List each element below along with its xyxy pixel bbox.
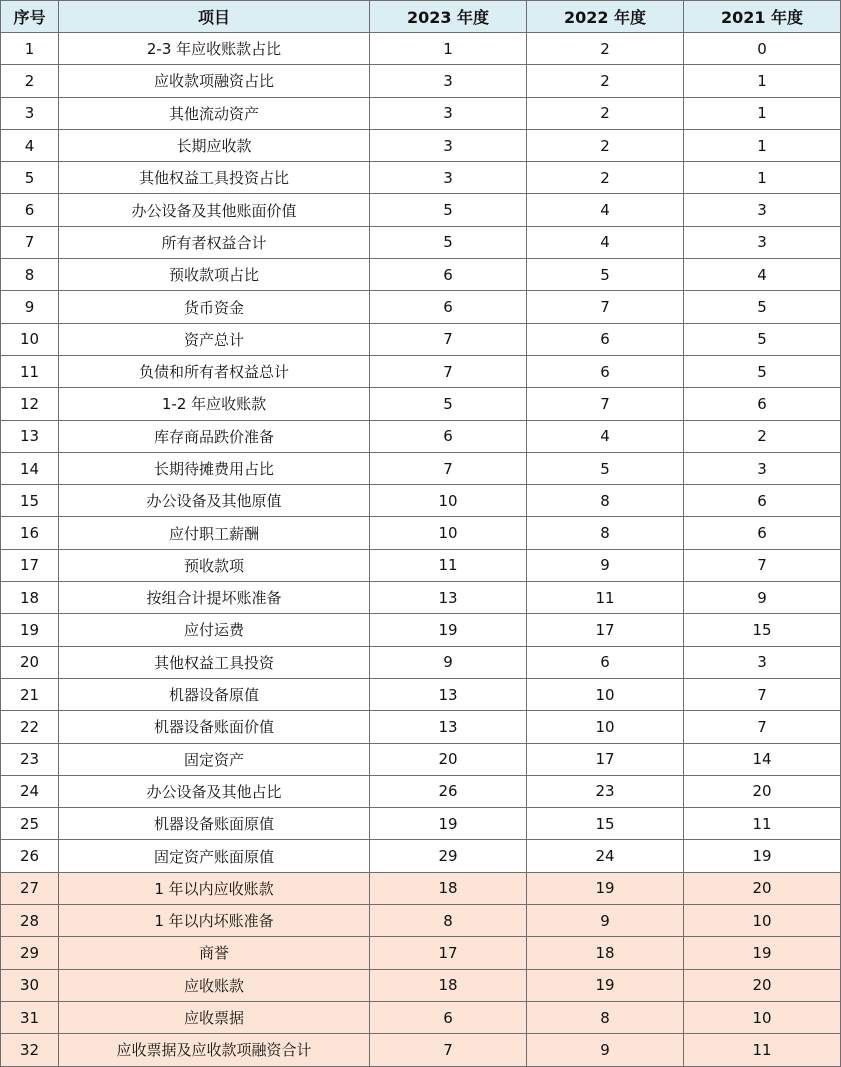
cell-item: 货币资金 [59, 291, 370, 323]
cell-item: 机器设备账面价值 [59, 711, 370, 743]
cell-item: 应收票据 [59, 1001, 370, 1033]
cell-item: 预收款项 [59, 549, 370, 581]
cell-index: 4 [1, 129, 59, 161]
table-row [1, 1001, 841, 1033]
cell-item: 1-2 年应收账款 [59, 388, 370, 420]
cell-index: 32 [1, 1034, 59, 1066]
cell-2023: 5 [370, 194, 527, 226]
cell-2023: 3 [370, 129, 527, 161]
cell-2022: 7 [527, 291, 684, 323]
cell-2021: 14 [684, 743, 841, 775]
cell-2023: 13 [370, 711, 527, 743]
cell-item: 按组合计提坏账准备 [59, 582, 370, 614]
cell-2023: 19 [370, 614, 527, 646]
cell-index: 14 [1, 452, 59, 484]
cell-2023: 9 [370, 646, 527, 678]
cell-2021: 4 [684, 259, 841, 291]
cell-index: 2 [1, 65, 59, 97]
cell-2021: 6 [684, 485, 841, 517]
cell-item: 固定资产账面原值 [59, 840, 370, 872]
cell-item: 资产总计 [59, 323, 370, 355]
table-row [1, 678, 841, 710]
table-row [1, 872, 841, 904]
cell-2023: 13 [370, 582, 527, 614]
header-2023: 2023 年度 [370, 1, 527, 33]
cell-2021: 7 [684, 678, 841, 710]
cell-2022: 17 [527, 614, 684, 646]
cell-index: 20 [1, 646, 59, 678]
cell-index: 28 [1, 905, 59, 937]
cell-item: 机器设备账面原值 [59, 808, 370, 840]
cell-item: 办公设备及其他占比 [59, 775, 370, 807]
cell-2023: 6 [370, 291, 527, 323]
cell-2023: 10 [370, 485, 527, 517]
header-index: 序号 [1, 1, 59, 33]
cell-index: 12 [1, 388, 59, 420]
cell-2023: 5 [370, 388, 527, 420]
cell-index: 22 [1, 711, 59, 743]
table-row [1, 937, 841, 969]
cell-item: 应收款项融资占比 [59, 65, 370, 97]
cell-index: 19 [1, 614, 59, 646]
cell-2022: 4 [527, 420, 684, 452]
cell-2022: 10 [527, 678, 684, 710]
cell-2022: 2 [527, 162, 684, 194]
table-row [1, 582, 841, 614]
cell-2022: 19 [527, 872, 684, 904]
cell-2023: 10 [370, 517, 527, 549]
cell-2021: 10 [684, 1001, 841, 1033]
cell-2023: 17 [370, 937, 527, 969]
cell-2023: 6 [370, 259, 527, 291]
cell-item: 长期待摊费用占比 [59, 452, 370, 484]
cell-item: 应付运费 [59, 614, 370, 646]
cell-index: 10 [1, 323, 59, 355]
table-row [1, 355, 841, 387]
cell-index: 5 [1, 162, 59, 194]
cell-2023: 18 [370, 872, 527, 904]
cell-2023: 7 [370, 355, 527, 387]
cell-2021: 20 [684, 872, 841, 904]
cell-2022: 17 [527, 743, 684, 775]
table-body [1, 33, 841, 1067]
cell-item: 预收款项占比 [59, 259, 370, 291]
cell-2023: 6 [370, 1001, 527, 1033]
table-row [1, 808, 841, 840]
cell-2021: 7 [684, 549, 841, 581]
table-row [1, 452, 841, 484]
cell-2021: 7 [684, 711, 841, 743]
cell-2021: 0 [684, 33, 841, 65]
table-row [1, 905, 841, 937]
cell-index: 21 [1, 678, 59, 710]
cell-2022: 24 [527, 840, 684, 872]
header-row [1, 1, 841, 33]
table-row [1, 291, 841, 323]
cell-item: 1 年以内应收账款 [59, 872, 370, 904]
table-row [1, 614, 841, 646]
cell-index: 3 [1, 97, 59, 129]
table-row [1, 33, 841, 65]
cell-2023: 8 [370, 905, 527, 937]
cell-2023: 18 [370, 969, 527, 1001]
cell-item: 其他权益工具投资占比 [59, 162, 370, 194]
cell-item: 办公设备及其他账面价值 [59, 194, 370, 226]
cell-2023: 3 [370, 97, 527, 129]
cell-index: 18 [1, 582, 59, 614]
table-row [1, 420, 841, 452]
cell-item: 其他流动资产 [59, 97, 370, 129]
cell-item: 应付职工薪酬 [59, 517, 370, 549]
cell-2021: 6 [684, 388, 841, 420]
cell-2022: 19 [527, 969, 684, 1001]
cell-2022: 6 [527, 646, 684, 678]
cell-2023: 3 [370, 65, 527, 97]
cell-item: 办公设备及其他原值 [59, 485, 370, 517]
cell-index: 27 [1, 872, 59, 904]
cell-2023: 13 [370, 678, 527, 710]
cell-2021: 3 [684, 452, 841, 484]
table-row [1, 711, 841, 743]
cell-2021: 19 [684, 937, 841, 969]
cell-item: 机器设备原值 [59, 678, 370, 710]
cell-index: 30 [1, 969, 59, 1001]
cell-2021: 10 [684, 905, 841, 937]
cell-2023: 11 [370, 549, 527, 581]
cell-item: 应收票据及应收款项融资合计 [59, 1034, 370, 1066]
cell-2022: 8 [527, 485, 684, 517]
cell-2022: 11 [527, 582, 684, 614]
table-row [1, 259, 841, 291]
cell-item: 其他权益工具投资 [59, 646, 370, 678]
cell-index: 13 [1, 420, 59, 452]
cell-index: 24 [1, 775, 59, 807]
cell-index: 31 [1, 1001, 59, 1033]
cell-2021: 19 [684, 840, 841, 872]
cell-2021: 9 [684, 582, 841, 614]
cell-2022: 2 [527, 65, 684, 97]
table-row [1, 840, 841, 872]
cell-index: 9 [1, 291, 59, 323]
cell-item: 库存商品跌价准备 [59, 420, 370, 452]
header-item: 项目 [59, 1, 370, 33]
cell-2023: 20 [370, 743, 527, 775]
cell-2021: 5 [684, 355, 841, 387]
cell-2022: 8 [527, 517, 684, 549]
cell-2021: 5 [684, 323, 841, 355]
table-row [1, 775, 841, 807]
cell-index: 23 [1, 743, 59, 775]
cell-2021: 20 [684, 969, 841, 1001]
cell-2022: 6 [527, 323, 684, 355]
cell-2022: 23 [527, 775, 684, 807]
cell-2021: 3 [684, 194, 841, 226]
table-row [1, 97, 841, 129]
table-row [1, 1034, 841, 1066]
cell-2021: 6 [684, 517, 841, 549]
cell-2022: 4 [527, 226, 684, 258]
cell-index: 29 [1, 937, 59, 969]
cell-2022: 5 [527, 259, 684, 291]
cell-item: 所有者权益合计 [59, 226, 370, 258]
table-row [1, 517, 841, 549]
header-2022: 2022 年度 [527, 1, 684, 33]
table-row [1, 65, 841, 97]
cell-index: 15 [1, 485, 59, 517]
table-row [1, 129, 841, 161]
cell-2021: 5 [684, 291, 841, 323]
cell-2021: 11 [684, 1034, 841, 1066]
cell-2022: 2 [527, 97, 684, 129]
cell-2022: 7 [527, 388, 684, 420]
cell-2021: 1 [684, 65, 841, 97]
cell-index: 11 [1, 355, 59, 387]
header-2021: 2021 年度 [684, 1, 841, 33]
cell-2021: 15 [684, 614, 841, 646]
cell-2022: 18 [527, 937, 684, 969]
cell-2023: 7 [370, 452, 527, 484]
cell-2022: 9 [527, 905, 684, 937]
cell-2021: 11 [684, 808, 841, 840]
cell-index: 25 [1, 808, 59, 840]
cell-2023: 6 [370, 420, 527, 452]
table-row [1, 485, 841, 517]
cell-item: 固定资产 [59, 743, 370, 775]
cell-2022: 2 [527, 129, 684, 161]
cell-item: 长期应收款 [59, 129, 370, 161]
cell-2023: 19 [370, 808, 527, 840]
cell-index: 6 [1, 194, 59, 226]
cell-2022: 15 [527, 808, 684, 840]
cell-2023: 26 [370, 775, 527, 807]
cell-2022: 2 [527, 33, 684, 65]
cell-2021: 20 [684, 775, 841, 807]
cell-item: 负债和所有者权益总计 [59, 355, 370, 387]
table-row [1, 194, 841, 226]
cell-item: 2-3 年应收账款占比 [59, 33, 370, 65]
table-row [1, 226, 841, 258]
cell-2023: 29 [370, 840, 527, 872]
cell-2021: 1 [684, 97, 841, 129]
cell-2023: 5 [370, 226, 527, 258]
cell-index: 26 [1, 840, 59, 872]
cell-2023: 1 [370, 33, 527, 65]
cell-item: 1 年以内坏账准备 [59, 905, 370, 937]
cell-2022: 8 [527, 1001, 684, 1033]
cell-2023: 7 [370, 323, 527, 355]
cell-index: 7 [1, 226, 59, 258]
cell-index: 1 [1, 33, 59, 65]
cell-2021: 3 [684, 226, 841, 258]
cell-item: 商誉 [59, 937, 370, 969]
cell-2021: 1 [684, 129, 841, 161]
cell-item: 应收账款 [59, 969, 370, 1001]
cell-2023: 3 [370, 162, 527, 194]
cell-2022: 6 [527, 355, 684, 387]
table-row [1, 646, 841, 678]
table-row [1, 549, 841, 581]
table-row [1, 162, 841, 194]
cell-2021: 2 [684, 420, 841, 452]
table-row [1, 323, 841, 355]
cell-2022: 9 [527, 549, 684, 581]
cell-2022: 9 [527, 1034, 684, 1066]
table-row [1, 969, 841, 1001]
table-row [1, 743, 841, 775]
cell-2021: 3 [684, 646, 841, 678]
cell-2022: 5 [527, 452, 684, 484]
cell-2022: 10 [527, 711, 684, 743]
cell-2022: 4 [527, 194, 684, 226]
cell-index: 16 [1, 517, 59, 549]
cell-2021: 1 [684, 162, 841, 194]
cell-index: 17 [1, 549, 59, 581]
cell-index: 8 [1, 259, 59, 291]
table-row [1, 388, 841, 420]
cell-2023: 7 [370, 1034, 527, 1066]
